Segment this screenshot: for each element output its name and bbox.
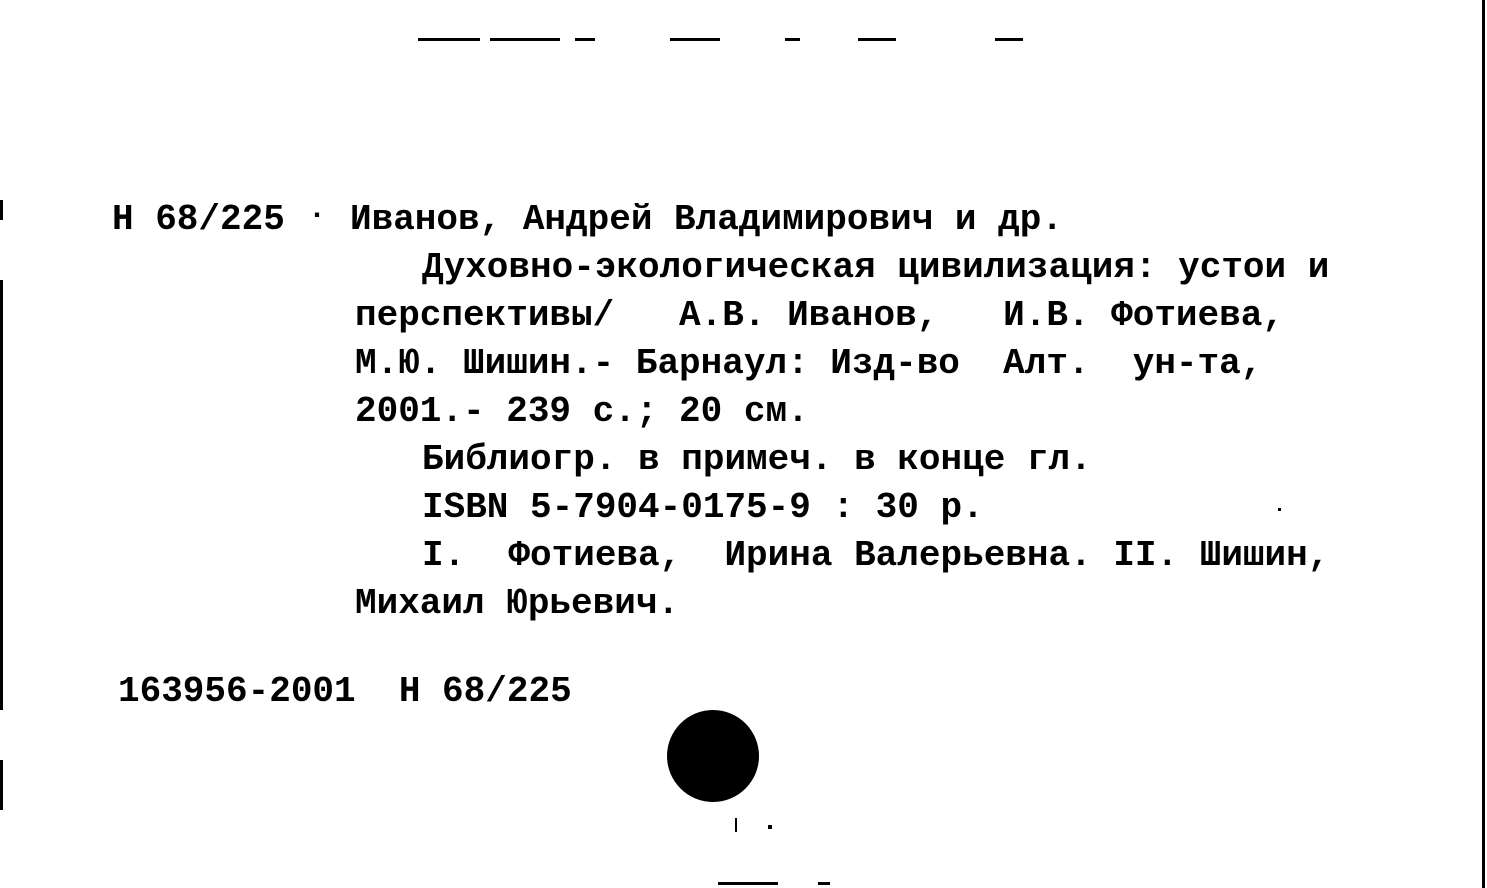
speck-mark bbox=[1278, 508, 1281, 511]
shelf-separator: · bbox=[308, 199, 327, 233]
tracing-line: I. Фотиева, Ирина Валерьевна. II. Шишин, bbox=[422, 535, 1330, 576]
isbn-line: ISBN 5-7904-0175-9 : 30 р. bbox=[422, 487, 984, 528]
speck-mark bbox=[768, 825, 772, 829]
top-dash-mark bbox=[995, 38, 1023, 41]
card-left-edge bbox=[0, 760, 3, 810]
tracing-line: Михаил Юрьевич. bbox=[355, 583, 680, 624]
top-dash-mark bbox=[858, 38, 896, 41]
bottom-dash-mark bbox=[718, 882, 778, 885]
top-dash-mark bbox=[785, 38, 800, 41]
top-dash-mark bbox=[490, 38, 560, 41]
top-dash-mark bbox=[575, 38, 595, 41]
title-line: перспективы/ А.В. Иванов, И.В. Фотиева, bbox=[355, 295, 1284, 336]
shelf-mark: Н 68/225 bbox=[112, 199, 285, 240]
accession-number: 163956-2001 Н 68/225 bbox=[118, 671, 572, 712]
speck-mark bbox=[735, 818, 737, 832]
collation-line: 2001.- 239 с.; 20 см. bbox=[355, 391, 809, 432]
bibliography-note: Библиогр. в примеч. в конце гл. bbox=[422, 439, 1092, 480]
punch-hole bbox=[667, 710, 759, 802]
card-right-edge bbox=[1482, 0, 1485, 888]
card-left-edge bbox=[0, 280, 3, 710]
bottom-dash-mark bbox=[818, 882, 830, 885]
top-dash-mark bbox=[670, 38, 720, 41]
author-heading: Иванов, Андрей Владимирович и др. bbox=[350, 199, 1063, 240]
imprint-line: М.Ю. Шишин.- Барнаул: Изд-во Алт. ун-та, bbox=[355, 343, 1263, 384]
card-left-edge bbox=[0, 200, 3, 220]
top-dash-mark bbox=[418, 38, 480, 41]
title-line: Духовно-экологическая цивилизация: устои и bbox=[422, 247, 1330, 288]
